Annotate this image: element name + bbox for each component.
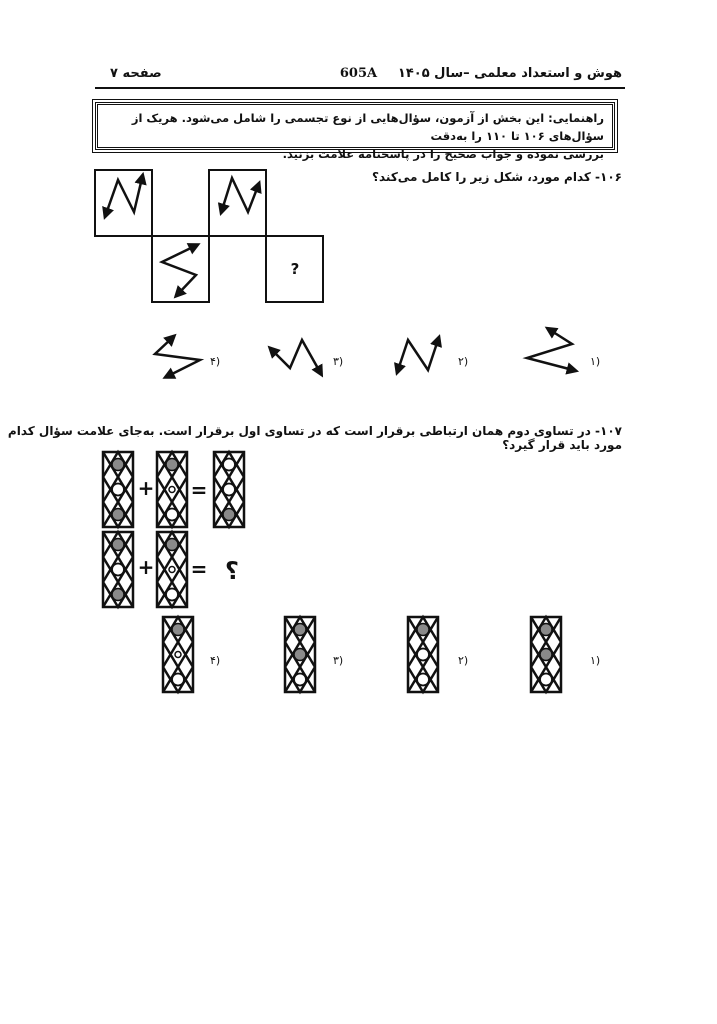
- instructions-line-2: بررسی نموده و جواب صحیح را در پاسخنامه علامت بزنید.: [282, 147, 604, 161]
- page-number: صفحه ۷: [110, 66, 162, 81]
- option-3-tile: [285, 617, 315, 692]
- equals-sign-1: =: [190, 478, 208, 502]
- plus-sign-2: +: [137, 555, 155, 579]
- option-1-label-107: ۱): [590, 654, 601, 667]
- question-107-text: ۱۰۷- در تساوی دوم همان ارتباطی برقرار است که در تساوی اول برقرار است. به‌جای علامت سؤال کدام مورد باید قرار گیرد؟: [7, 424, 622, 452]
- eq1-term1: [103, 452, 133, 527]
- option-3-label: ۳): [333, 355, 344, 368]
- eq2-term1: [103, 532, 133, 607]
- instructions-line-1: راهنمایی: این بخش از آزمون، سؤال‌هایی از نوع تجسمی را شامل می‌شود. هریک از سؤال‌های ۱۰۶ تا ۱۱۰ را به‌دقت: [131, 111, 604, 143]
- option-4-tile: [163, 617, 193, 692]
- header-title: هوش و استعداد معلمی –سال ۱۴۰۵: [397, 66, 622, 81]
- booklet-code: 605A: [339, 66, 378, 81]
- option-4-label: ۴): [210, 355, 221, 368]
- option-2-label-107: ۲): [458, 654, 469, 667]
- option-1-tile: [531, 617, 561, 692]
- option-2-tile: [408, 617, 438, 692]
- option-1-label: ۱): [590, 355, 601, 368]
- option-3-label-107: ۳): [333, 654, 344, 667]
- plus-sign-1: +: [137, 476, 155, 500]
- option-4-label-107: ۴): [210, 654, 221, 667]
- eq2-term2: [157, 532, 187, 607]
- eq1-result: [214, 452, 244, 527]
- missing-mark-107: ؟: [225, 557, 239, 585]
- equals-sign-2: =: [190, 557, 208, 581]
- option-2-label: ۲): [458, 355, 469, 368]
- missing-mark: ?: [290, 260, 300, 278]
- eq1-term2: [157, 452, 187, 527]
- question-106-text: ۱۰۶- کدام مورد، شکل زیر را کامل می‌کند؟: [372, 170, 622, 184]
